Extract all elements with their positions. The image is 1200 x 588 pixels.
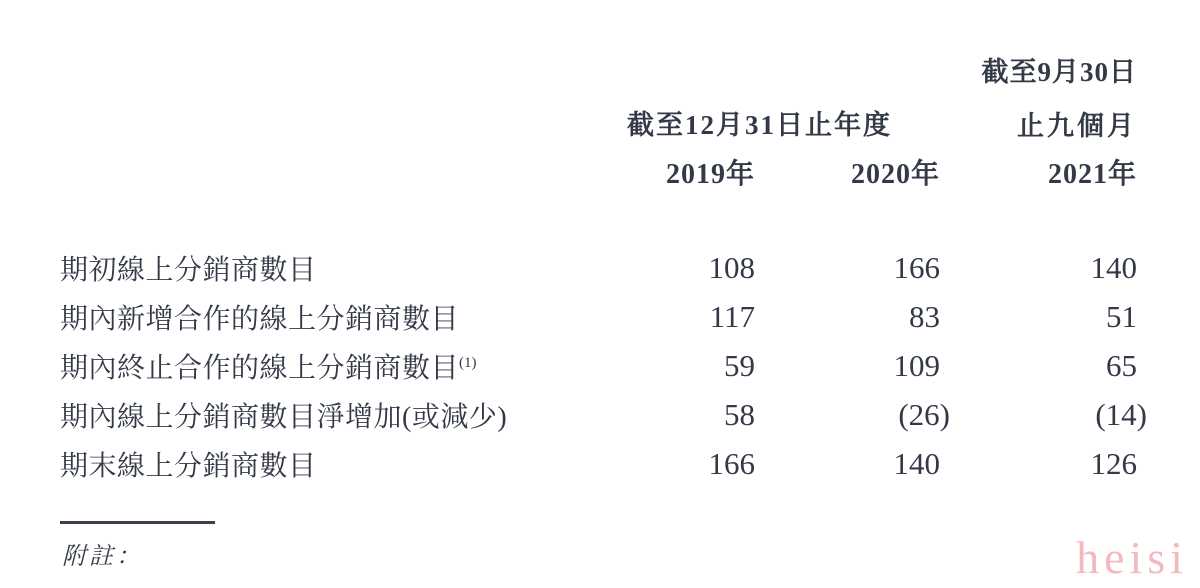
value-2021: 140 xyxy=(1090,249,1137,285)
footnote-divider xyxy=(60,521,215,524)
row-label-text: 期內線上分銷商數目淨增加(或減少) xyxy=(60,401,508,433)
column-header-interim-period-line1: 截至9月30日 xyxy=(981,57,1137,87)
row-label-text: 期初線上分銷商數目 xyxy=(60,254,317,286)
value-2020: 109 xyxy=(893,347,940,383)
watermark-text: heisi xyxy=(1076,532,1188,583)
value-2020: 140 xyxy=(893,445,940,481)
value-2019: 166 xyxy=(708,445,755,481)
column-header-interim-period-line2: 止九個月 xyxy=(1017,111,1137,141)
column-header-annual-period: 截至12月31日止年度 xyxy=(627,110,892,140)
footnote-label: 附註： xyxy=(62,544,143,570)
table-row-terminated-distributors xyxy=(60,341,1137,390)
value-2021: (14) xyxy=(1095,396,1147,432)
row-label-text: 期內終止合作的線上分銷商數目 xyxy=(60,352,460,384)
row-label xyxy=(60,395,635,435)
year-header-2019: 2019年 xyxy=(665,159,755,190)
value-2019: 59 xyxy=(724,347,755,383)
value-2020: 166 xyxy=(893,249,940,285)
value-2021: 126 xyxy=(1090,445,1137,481)
year-header-2021: 2021年 xyxy=(1047,159,1137,190)
table-row-new-distributors xyxy=(60,292,1137,341)
value-2021: 51 xyxy=(1106,298,1137,334)
row-label-text: 期內新增合作的線上分銷商數目 xyxy=(60,303,460,335)
year-header-2020: 2020年 xyxy=(850,159,940,190)
value-2021: 65 xyxy=(1106,347,1137,383)
row-label-text: 期末線上分銷商數目 xyxy=(60,450,317,482)
table-row-opening-distributors xyxy=(60,243,1137,292)
value-2020: (26) xyxy=(898,396,950,432)
year-header-row xyxy=(60,152,1137,192)
value-2020: 83 xyxy=(909,298,940,334)
value-2019: 58 xyxy=(724,396,755,432)
row-label xyxy=(60,297,635,337)
value-2019: 108 xyxy=(708,249,755,285)
row-label xyxy=(60,346,635,386)
row-label xyxy=(60,444,635,484)
footnote-superscript: (1) xyxy=(459,354,477,371)
distributor-table xyxy=(60,243,1147,488)
row-label xyxy=(60,248,635,288)
table-row-closing-distributors xyxy=(60,439,1137,488)
value-2019: 117 xyxy=(709,298,755,334)
table-row-net-change xyxy=(60,390,1147,439)
